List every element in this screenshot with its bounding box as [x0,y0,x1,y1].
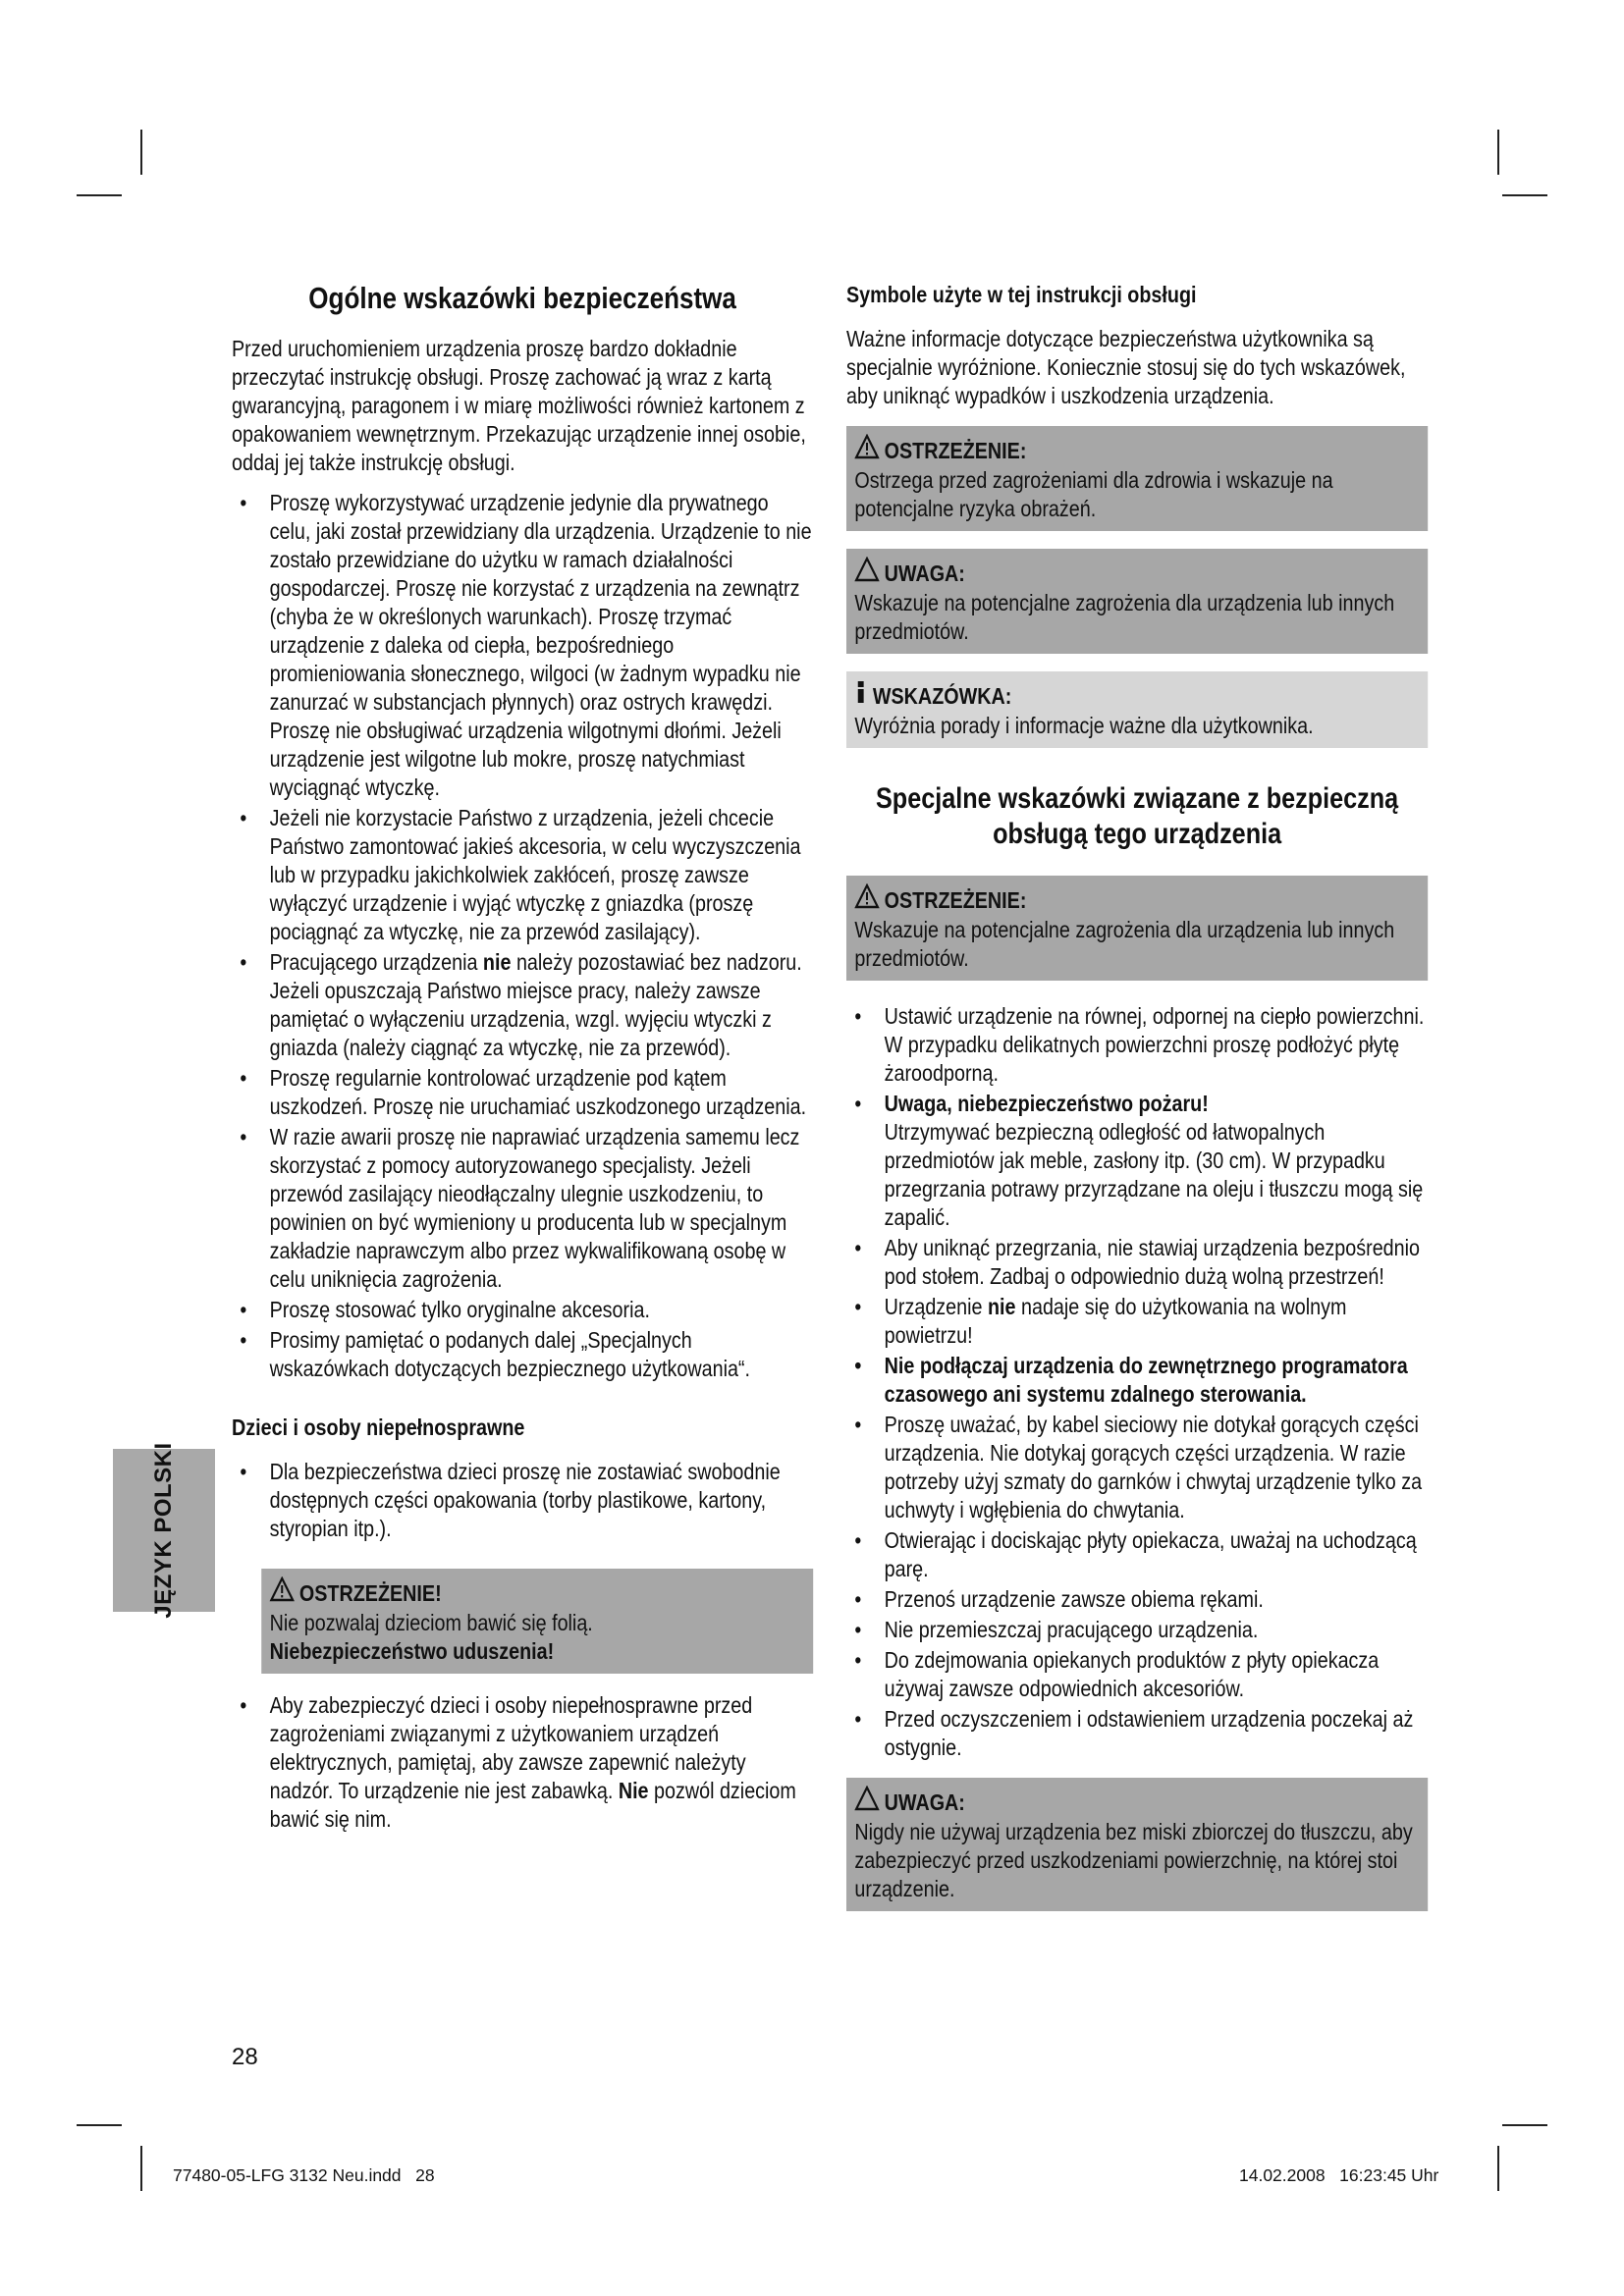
list-item: • Aby uniknąć przegrzania, nie stawiaj urządzenia bezpośrednio pod stołem. Zadbaj o odpowiednio dużą wolną przestrzeń! [854,1235,1421,1289]
warning-box-head: OSTRZEŻENIE! [270,1576,805,1609]
caution-text: Nigdy nie używaj urządzenia bez miski zbiorczej do tłuszczu, aby zabezpieczyć przed uszkodzeniami powierzchnię, na której stoi urządzenie. [854,1819,1413,1901]
language-tab [113,1442,215,1619]
list-item: • Proszę uważać, by kabel sieciowy nie dotykał gorących części urządzenia. Nie dotykaj gorących części urządzenia. W razie potrzeby użyj szmaty do garnków i chwytaj urządzenie tylko za uchwyty i wgłębienia do chwytania. [854,1412,1423,1522]
left-column [232,280,813,1847]
info-icon [854,679,867,712]
caution-text: Wskazuje na potencjalne zagrożenia dla urządzenia lub innych przedmiotów. [854,590,1395,644]
footer-date-info: 14.02.2008 16:23:45 Uhr [1239,2165,1439,2185]
right-column [846,280,1428,1929]
list-item: • Jeżeli nie korzystacie Państwo z urządzenia, jeżeli chcecie Państwo zamontować jakieś akcesoria, w celu wyczyszczenia lub w przypadku jakichkolwiek zakłóceń, proszę zawsze wyłączyć urządzenie i wyjąć wtyczkę z gniazdka (proszę pociągnąć za wtyczkę, nie za przewód zasilający). [240,805,801,944]
list-item: • Ustawić urządzenie na równej, odpornej na ciepło powierzchni. W przypadku delikatnych powierzchni proszę podłożyć płytę żaroodporną. [854,1003,1425,1086]
intro-paragraph: Przed uruchomieniem urządzenia proszę bardzo dokładnie przeczytać instrukcję obsługi. Proszę zachować ją wraz z kartą gwarancyjną, paragonem i w miarę możliwości również kartonem z opakowaniem wewnętrznym. Przekazując urządzenie innej osobie, oddaj jej także instrukcję obsługi. [232,336,806,475]
caution-label: UWAGA: [884,1789,965,1815]
crop-mark [1502,2124,1547,2126]
list-item: • Dla bezpieczeństwa dzieci proszę nie zostawiać swobodnie dostępnych części opakowania (torby plastikowe, kartony, styropian itp.). [240,1459,781,1541]
crop-mark [1502,194,1547,196]
list-item: • Urządzenie nie nadaje się do użytkowania na wolnym powietrzu! [854,1294,1347,1348]
special-safety-list [846,1002,1428,1762]
list-item: • Uwaga, niebezpieczeństwo pożaru! Utrzymywać bezpieczną odległość od łatwopalnych przedmiotów jak meble, zasłony itp. (30 cm). W przypadku przegrzania potrawy przyrządzane na oleju i tłuszczu mogą się zapalić. [854,1091,1424,1230]
list-item: • Pracującego urządzenia nie należy pozostawiać bez nadzoru. Jeżeli opuszczają Państwo miejsce pracy, należy zawsze pamiętać o wyłączeniu urządzenia, wzgl. wyjęciu wtyczki z gniazda (należy ciągnąć za wtyczkę, nie za przewód). [240,949,802,1060]
list-item: • Przenoś urządzenie zawsze obiema rękami. [854,1586,1264,1612]
caution-box [846,549,1428,654]
crop-mark [1497,2146,1499,2191]
warning-box-line: Nie pozwalaj dzieciom bawić się folią. [269,1610,593,1635]
note-label: WSKAZÓWKA: [872,682,1012,709]
warning-box-line-bold: Niebezpieczeństwo uduszenia! [269,1638,555,1664]
footer-file-info: 77480-05-LFG 3132 Neu.indd 28 [173,2165,435,2185]
warning-box [261,1569,813,1674]
crop-mark [140,130,142,175]
list-item: • Proszę regularnie kontrolować urządzenie pod kątem uszkodzeń. Proszę nie uruchamiać uszkodzonego urządzenia. [240,1065,807,1119]
warning-box [846,876,1428,981]
list-item: • Prosimy pamiętać o podanych dalej „Specjalnych wskazówkach dotyczących bezpiecznego użytkowania“. [240,1327,751,1381]
list-item: • Proszę wykorzystywać urządzenie jedynie dla prywatnego celu, jaki został przewidziany dla urządzenia. Urządzenie to nie zostało przewidziane do użytku w ramach działalności gospodarczej. Proszę nie korzystać z urządzenia na zewnątrz (chyba że w określonych warunkach). Proszę trzymać urządzenie z daleka od ciepła, bezpośredniego promieniowania słonecznego, wilgoci (w żadnym wypadku nie zanurzać w substancjach płynnych) oraz ostrych krawędzi. Proszę nie obsługiwać urządzenia wilgotnymi dłońmi. Jeżeli urządzenie jest wilgotne lub mokre, proszę natychmiast wyciągnąć wtyczkę. [240,490,812,800]
warning-box [846,426,1428,531]
caution-triangle-icon [854,1786,879,1818]
crop-mark [77,2124,122,2126]
crop-mark [1497,130,1499,175]
list-item: • Aby zabezpieczyć dzieci i osoby niepełnosprawne przed zagrożeniami związanymi z użytkowaniem urządzeń elektrycznych, pamiętaj, aby zawsze zapewnić należyty nadzór. To urządzenie nie jest zabawką. Nie pozwól dzieciom bawić się nim. [240,1692,796,1832]
crop-mark [140,2146,142,2191]
caution-box [846,1778,1428,1911]
language-tab-label: JĘZYK POLSKI [150,1442,177,1619]
children-list-2 [232,1691,813,1834]
list-item: • Proszę stosować tylko oryginalne akcesoria. [240,1297,650,1322]
warning-text: Ostrzega przed zagrożeniami dla zdrowia i wskazuje na potencjalne ryzyka obrażeń. [854,467,1333,521]
warning-text: Wskazuje na potencjalne zagrożenia dla urządzenia lub innych przedmiotów. [854,917,1395,971]
list-item: • Nie przemieszczaj pracującego urządzenia. [854,1617,1259,1642]
safety-list [232,489,813,1383]
warning-triangle-icon [854,883,879,916]
note-box [846,671,1428,748]
symbols-title: Symbole użyte w tej instrukcji obsługi [846,282,1197,307]
children-list [232,1458,813,1543]
special-safety-title: Specjalne wskazówki związane z bezpieczną obsługą tego urządzenia [875,782,1399,850]
children-title: Dzieci i osoby niepełnosprawne [232,1415,525,1440]
symbols-intro: Ważne informacje dotyczące bezpieczeństwa użytkownika są specjalnie wyróżnione. Koniecznie stosuj się do tych wskazówek, aby uniknąć wypadków i uszkodzenia urządzenia. [846,326,1406,408]
general-safety-title: Ogólne wskazówki bezpieczeństwa [308,281,736,315]
caution-triangle-icon [854,557,879,589]
crop-mark [77,194,122,196]
list-item: • W razie awarii proszę nie naprawiać urządzenia samemu lecz skorzystać z pomocy autoryzowanego specjalisty. Jeżeli przewód zasilający nieodłączalny ulegnie uszkodzeniu, to powinien on być wymieniony u producenta lub w specjalnym zakładzie naprawczym albo przez wykwalifikowaną osobę w celu uniknięcia zagrożenia. [240,1124,800,1292]
list-item: • Przed oczyszczeniem i odstawieniem urządzenia poczekaj aż ostygnie. [854,1706,1414,1760]
warning-label: OSTRZEŻENIE: [884,437,1027,463]
warning-label: OSTRZEŻENIE: [884,886,1027,913]
caution-label: UWAGA: [884,560,965,586]
page-number: 28 [232,2044,258,2070]
warning-triangle-icon [270,1576,295,1609]
list-item: • Otwierając i dociskając płyty opiekacza, uważaj na uchodzącą parę. [854,1527,1417,1581]
note-text: Wyróżnia porady i informacje ważne dla użytkownika. [854,713,1314,738]
list-item: • Nie podłączaj urządzenia do zewnętrznego programatora czasowego ani systemu zdalnego sterowania. [854,1353,1408,1407]
list-item: • Do zdejmowania opiekanych produktów z płyty opiekacza używaj zawsze odpowiednich akcesoriów. [854,1647,1380,1701]
warning-triangle-icon [854,434,879,466]
